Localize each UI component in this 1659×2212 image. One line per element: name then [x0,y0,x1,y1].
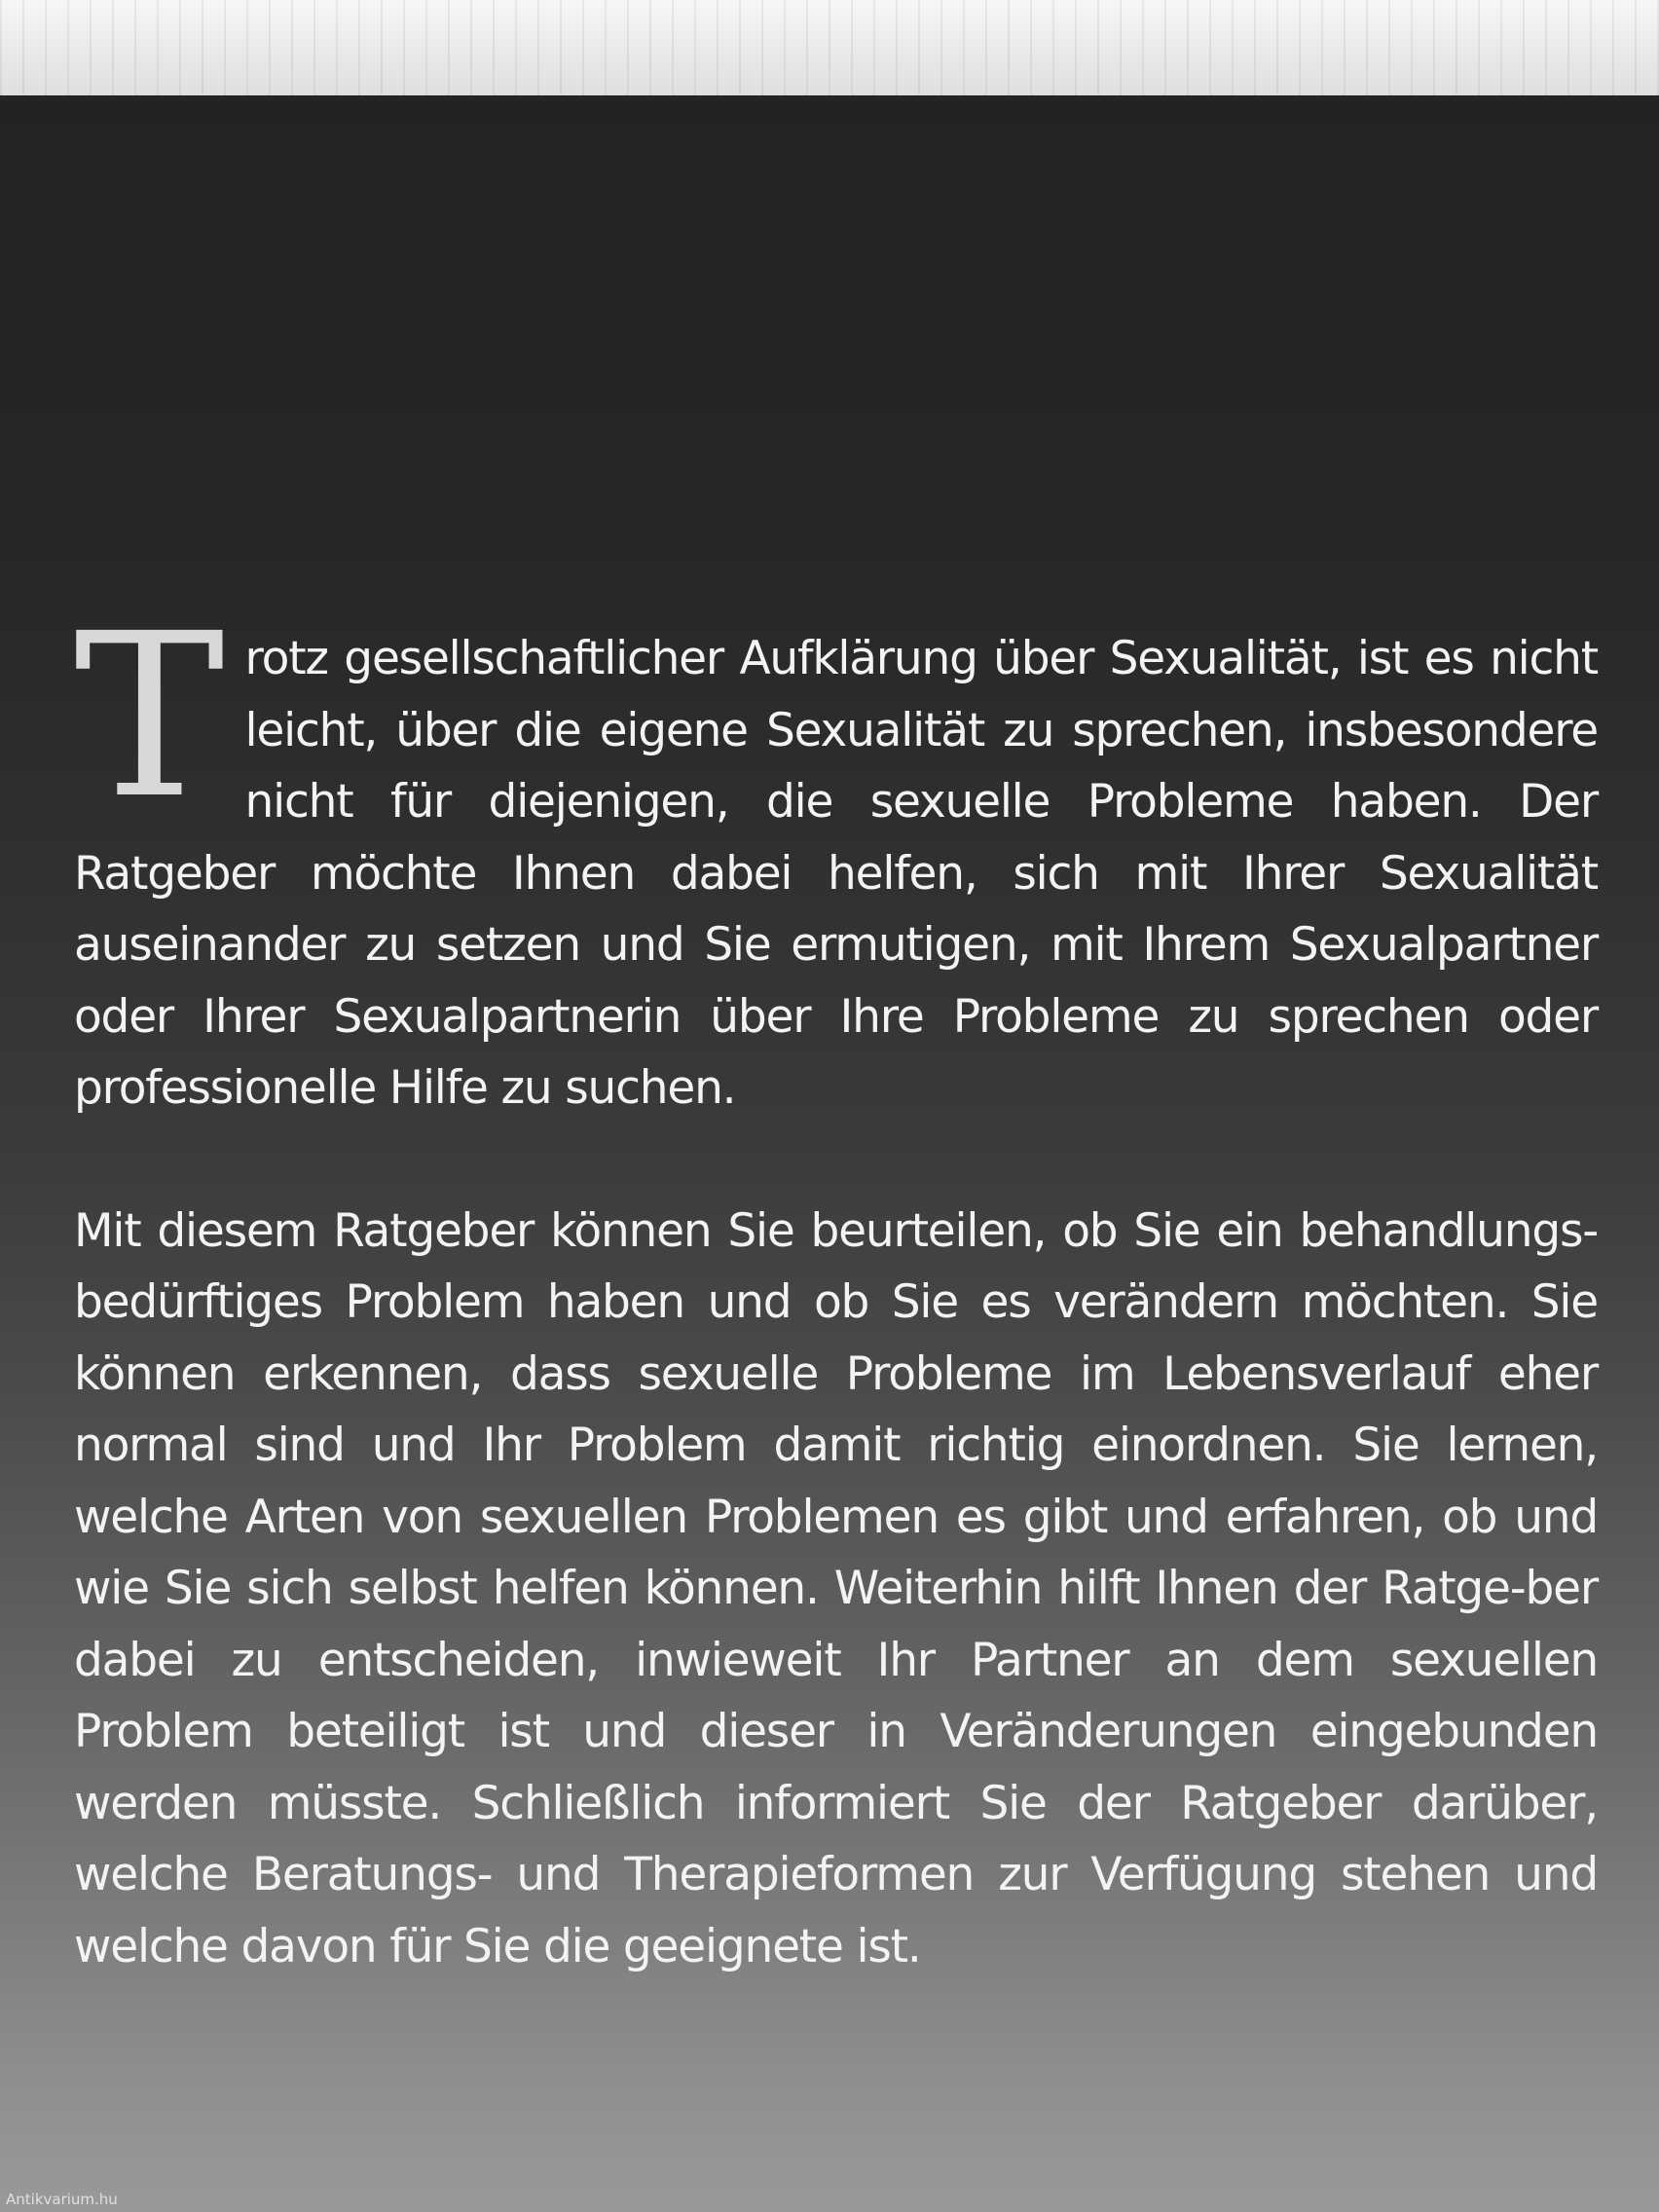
blurb-text [74,585,1598,1982]
intro-paragraph [74,585,1598,1124]
drop-cap: T [74,585,224,848]
benefits-paragraph: Mit diesem Ratgeber können Sie beurteilen, ob Sie ein behandlungs-bedürftiges Problem haben und ob Sie es verändern möchten. Sie können erkennen, dass sexuelle Probleme im Lebensverlauf eher normal sind und Ihr Problem damit richtig einordnen. Sie lernen, welche Arten von sexuellen Problemen es gibt und erfahren, ob und wie Sie sich selbst helfen können. Weiterhin hilft Ihnen der Ratge-ber dabei zu entscheiden, inwieweit Ihr Partner an dem sexuellen Problem beteiligt ist und dieser in Veränderungen eingebunden werden müsste. Schließlich informiert Sie der Ratgeber darüber, welche Beratungs- und Therapieformen zur Verfügung stehen und welche davon für Sie die geeignete ist. [74,1203,1598,1973]
paper-edge [0,0,1659,99]
watermark-text: Antikvarium.hu [6,2191,118,2208]
intro-paragraph-text: rotz gesellschaftlicher Aufklärung über Sexualität, ist es nicht leicht, über die eigene Sexualität zu sprechen, insbesondere nicht für diejenigen, die sexuelle Probleme haben. Der Ratgeber möchte Ihnen dabei helfen, sich mit Ihrer Sexualität auseinander zu setzen und Sie ermutigen, mit Ihrem Sexualpartner oder Ihrer Sexualpartnerin über Ihre Probleme zu sprechen oder professionelle Hilfe zu suchen. [74,632,1598,1115]
